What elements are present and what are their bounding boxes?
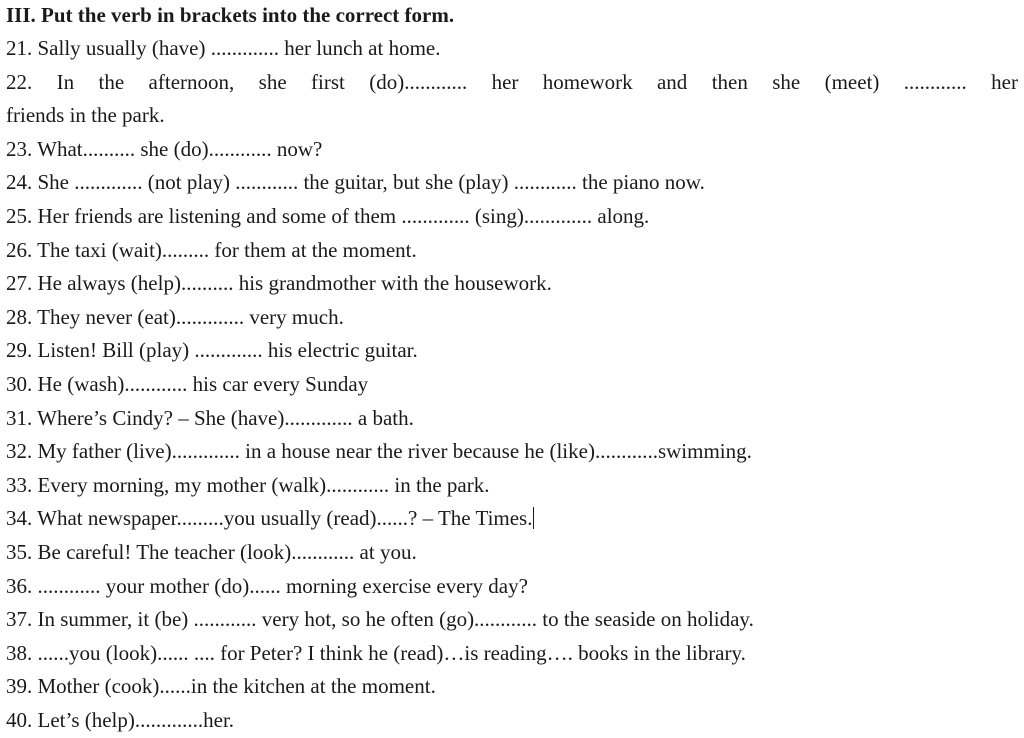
exercise-item-34[interactable] (6, 502, 1018, 536)
exercise-item-26: 26. The taxi (wait)......... for them at the moment. (6, 237, 417, 262)
exercise-item-22: 22. In the afternoon, she first (do)............ her homework and then she (meet) ............ her (6, 69, 1018, 94)
exercise-item-24: 24. She ............. (not play) ............ the guitar, but she (play) ............ the piano now. (6, 170, 705, 195)
exercise-item-33: 33. Every morning, my mother (walk)............ in the park. (6, 472, 490, 497)
exercise-item-37: 37. In summer, it (be) ............ very hot, so he often (go)............ to the seaside on holiday. (6, 607, 754, 632)
exercise-item-36: 36. ............ your mother (do)...... morning exercise every day? (6, 573, 528, 598)
exercise-item-38: 38. ......you (look)...... .... for Peter? I think he (read)…is reading…. books in the library. (6, 640, 746, 665)
exercise-item-34-text: 34. What newspaper.........you usually (read)......? – The Times. (6, 506, 533, 531)
exercise-item-39: 39. Mother (cook)......in the kitchen at the moment. (6, 674, 436, 699)
exercise-heading: III. Put the verb in brackets into the correct form. (6, 3, 455, 27)
exercise-item-32: 32. My father (live)............. in a house near the river because he (like)............swimming. (6, 439, 752, 464)
exercise-item-28: 28. They never (eat)............. very much. (6, 304, 344, 329)
exercise-item-40: 40. Let’s (help).............her. (6, 707, 235, 732)
exercise-item-35: 35. Be careful! The teacher (look)............ at you. (6, 539, 417, 564)
exercise-item-29: 29. Listen! Bill (play) ............. his electric guitar. (6, 338, 418, 363)
exercise-sheet (6, 0, 1018, 737)
exercise-item-31: 31. Where’s Cindy? – She (have)............. a bath. (6, 405, 414, 430)
exercise-item-27: 27. He always (help).......... his grandmother with the housework. (6, 271, 552, 296)
exercise-item-21: 21. Sally usually (have) ............. her lunch at home. (6, 36, 441, 60)
exercise-item-25: 25. Her friends are listening and some of them ............. (sing)............. along. (6, 203, 650, 228)
exercise-item-30: 30. He (wash)............ his car every Sunday (6, 371, 369, 396)
text-cursor (533, 507, 534, 529)
exercise-item-23: 23. What.......... she (do)............ now? (6, 136, 323, 161)
exercise-item-22-continued: friends in the park. (6, 103, 165, 128)
